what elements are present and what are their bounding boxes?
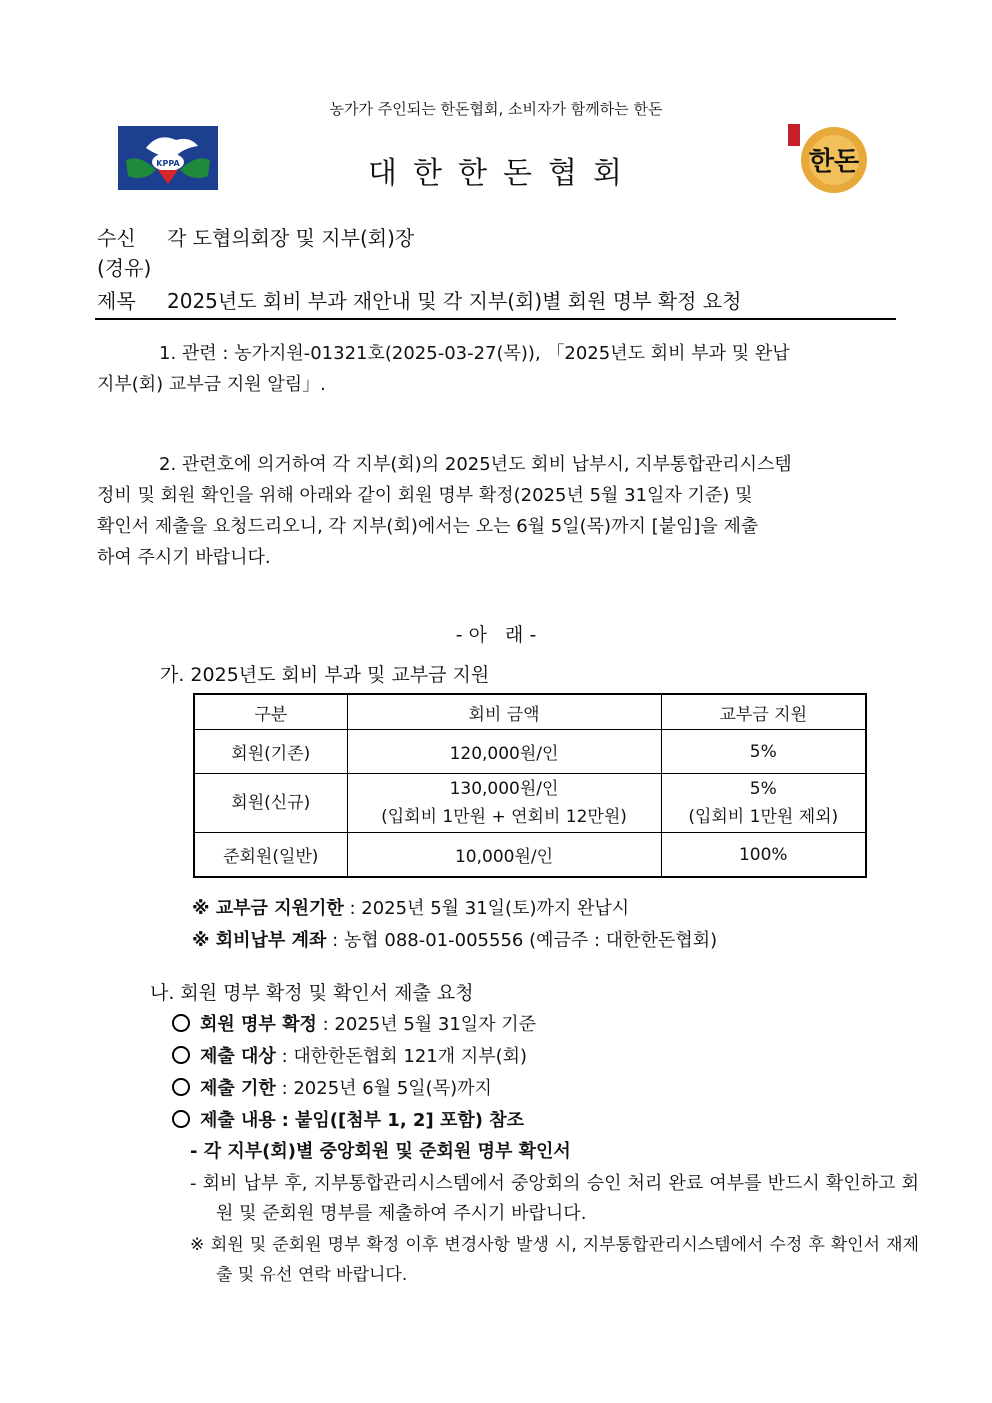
table-row: [194, 774, 866, 833]
note-account-label: ※ 회비납부 계좌: [192, 930, 327, 951]
below-marker: - 아 래 -: [455, 624, 537, 646]
table-row: [194, 833, 866, 878]
recipient: 각 도협의회장 및 지부(회)장: [167, 226, 415, 250]
item-label: 제출 기한: [200, 1078, 276, 1099]
item-label: 회원 명부 확정: [200, 1014, 317, 1035]
row-fee: 130,000원/인: [449, 779, 559, 799]
list-item: [172, 1106, 524, 1132]
row-category: 준회원(일반): [194, 833, 347, 878]
section-a-title: 가. 2025년도 회비 부과 및 교부금 지원: [160, 664, 490, 686]
list-item: [172, 1042, 527, 1068]
table-header: 구분: [194, 694, 347, 730]
list-item: [172, 1010, 536, 1036]
circle-bullet-icon: [172, 1110, 190, 1128]
header-divider: [95, 318, 896, 320]
item-value: : 2025년 6월 5일(목)까지: [281, 1078, 492, 1099]
para2-line3: 확인서 제출을 요청드리오니, 각 지부(회)에서는 오는 6월 5일(목)까지 [붙임]을 제출: [97, 516, 759, 537]
para2-line1: 2. 관련호에 의거하여 각 지부(회)의 2025년도 회비 납부시, 지부통합관리시스템: [159, 454, 792, 475]
table-header: 교부금 지원: [661, 694, 866, 730]
slogan: 농가가 주인되는 한돈협회, 소비자가 함께하는 한돈: [329, 100, 663, 118]
note-account: [192, 926, 717, 952]
section-b-title: 나. 회원 명부 확정 및 확인서 제출 요청: [150, 982, 474, 1004]
row-support: 5%: [661, 730, 866, 774]
circle-bullet-icon: [172, 1078, 190, 1096]
row-support-cell: [661, 774, 866, 833]
circle-bullet-icon: [172, 1046, 190, 1064]
item-value: : 2025년 5월 31일자 기준: [322, 1014, 537, 1035]
list-item: [172, 1074, 492, 1100]
via-line: [97, 252, 151, 281]
row-fee-note: (입회비 1만원 + 연회비 12만원): [381, 807, 627, 827]
subject-line: [97, 285, 741, 314]
circle-bullet-icon: [172, 1014, 190, 1032]
row-support: 100%: [661, 833, 866, 878]
note-account-value: : 농협 088-01-005556 (예금주 : 대한한돈협회): [332, 930, 718, 951]
subject: 2025년도 회비 부과 재안내 및 각 지부(회)별 회원 명부 확정 요청: [167, 289, 742, 313]
row-fee-cell: [347, 774, 661, 833]
para1-line2: 지부(회) 교부금 지원 알림」.: [97, 374, 326, 395]
org-title: 대한한돈협회: [368, 156, 638, 191]
para2-line2: 정비 및 회원 확인을 위해 아래와 같이 회원 명부 확정(2025년 5월 31일자 기준) 및: [97, 485, 753, 506]
sub-item-1: - 각 지부(회)별 중앙회원 및 준회원 명부 확인서: [190, 1141, 571, 1162]
row-fee: 10,000원/인: [347, 833, 661, 878]
kppa-logo-text: KPPA: [156, 159, 180, 168]
note-deadline-value: : 2025년 5월 31일(토)까지 완납시: [349, 898, 630, 919]
item-label: 제출 내용: [200, 1110, 276, 1131]
paragraph-1: [97, 338, 893, 400]
row-support: 5%: [749, 779, 777, 799]
paragraph-2: [97, 449, 893, 573]
table-header: 회비 금액: [347, 694, 661, 730]
table-row: [194, 730, 866, 774]
subject-label: 제목: [97, 289, 136, 313]
sub-item-2: - 회비 납부 후, 지부통합관리시스템에서 중앙회의 승인 처리 완료 여부를 반드시 확인하고 회원 및 준회원 명부를 제출하여 주시기 바랍니다.: [190, 1173, 919, 1224]
handon-logo-text: 한돈: [808, 147, 860, 177]
note-deadline: [192, 894, 629, 920]
row-category: 회원(기존): [194, 730, 347, 774]
row-support-note: (입회비 1만원 제외): [688, 807, 839, 827]
recipient-label: 수신: [97, 226, 136, 250]
note-deadline-label: ※ 교부금 지원기한: [192, 898, 344, 919]
via-label: (경유): [97, 256, 152, 280]
item-label: 제출 대상: [200, 1046, 276, 1067]
item-value: : 대한한돈협회 121개 지부(회): [281, 1046, 528, 1067]
item-value: : 붙임([첨부 1, 2] 포함) 참조: [281, 1110, 524, 1131]
para1-line1: 1. 관련 : 농가지원-01321호(2025-03-27(목)), 「2025년도 회비 부과 및 완납: [159, 343, 790, 364]
fee-table: [193, 693, 867, 878]
table-header-row: [194, 694, 866, 730]
row-fee: 120,000원/인: [347, 730, 661, 774]
recipient-line: [97, 222, 414, 251]
row-category: 회원(신규): [194, 774, 347, 833]
para2-line4: 하여 주시기 바랍니다.: [97, 547, 271, 568]
sub-item-3: ※ 회원 및 준회원 명부 확정 이후 변경사항 발생 시, 지부통합관리시스템에서 수정 후 확인서 재제출 및 유선 연락 바랍니다.: [190, 1235, 919, 1285]
